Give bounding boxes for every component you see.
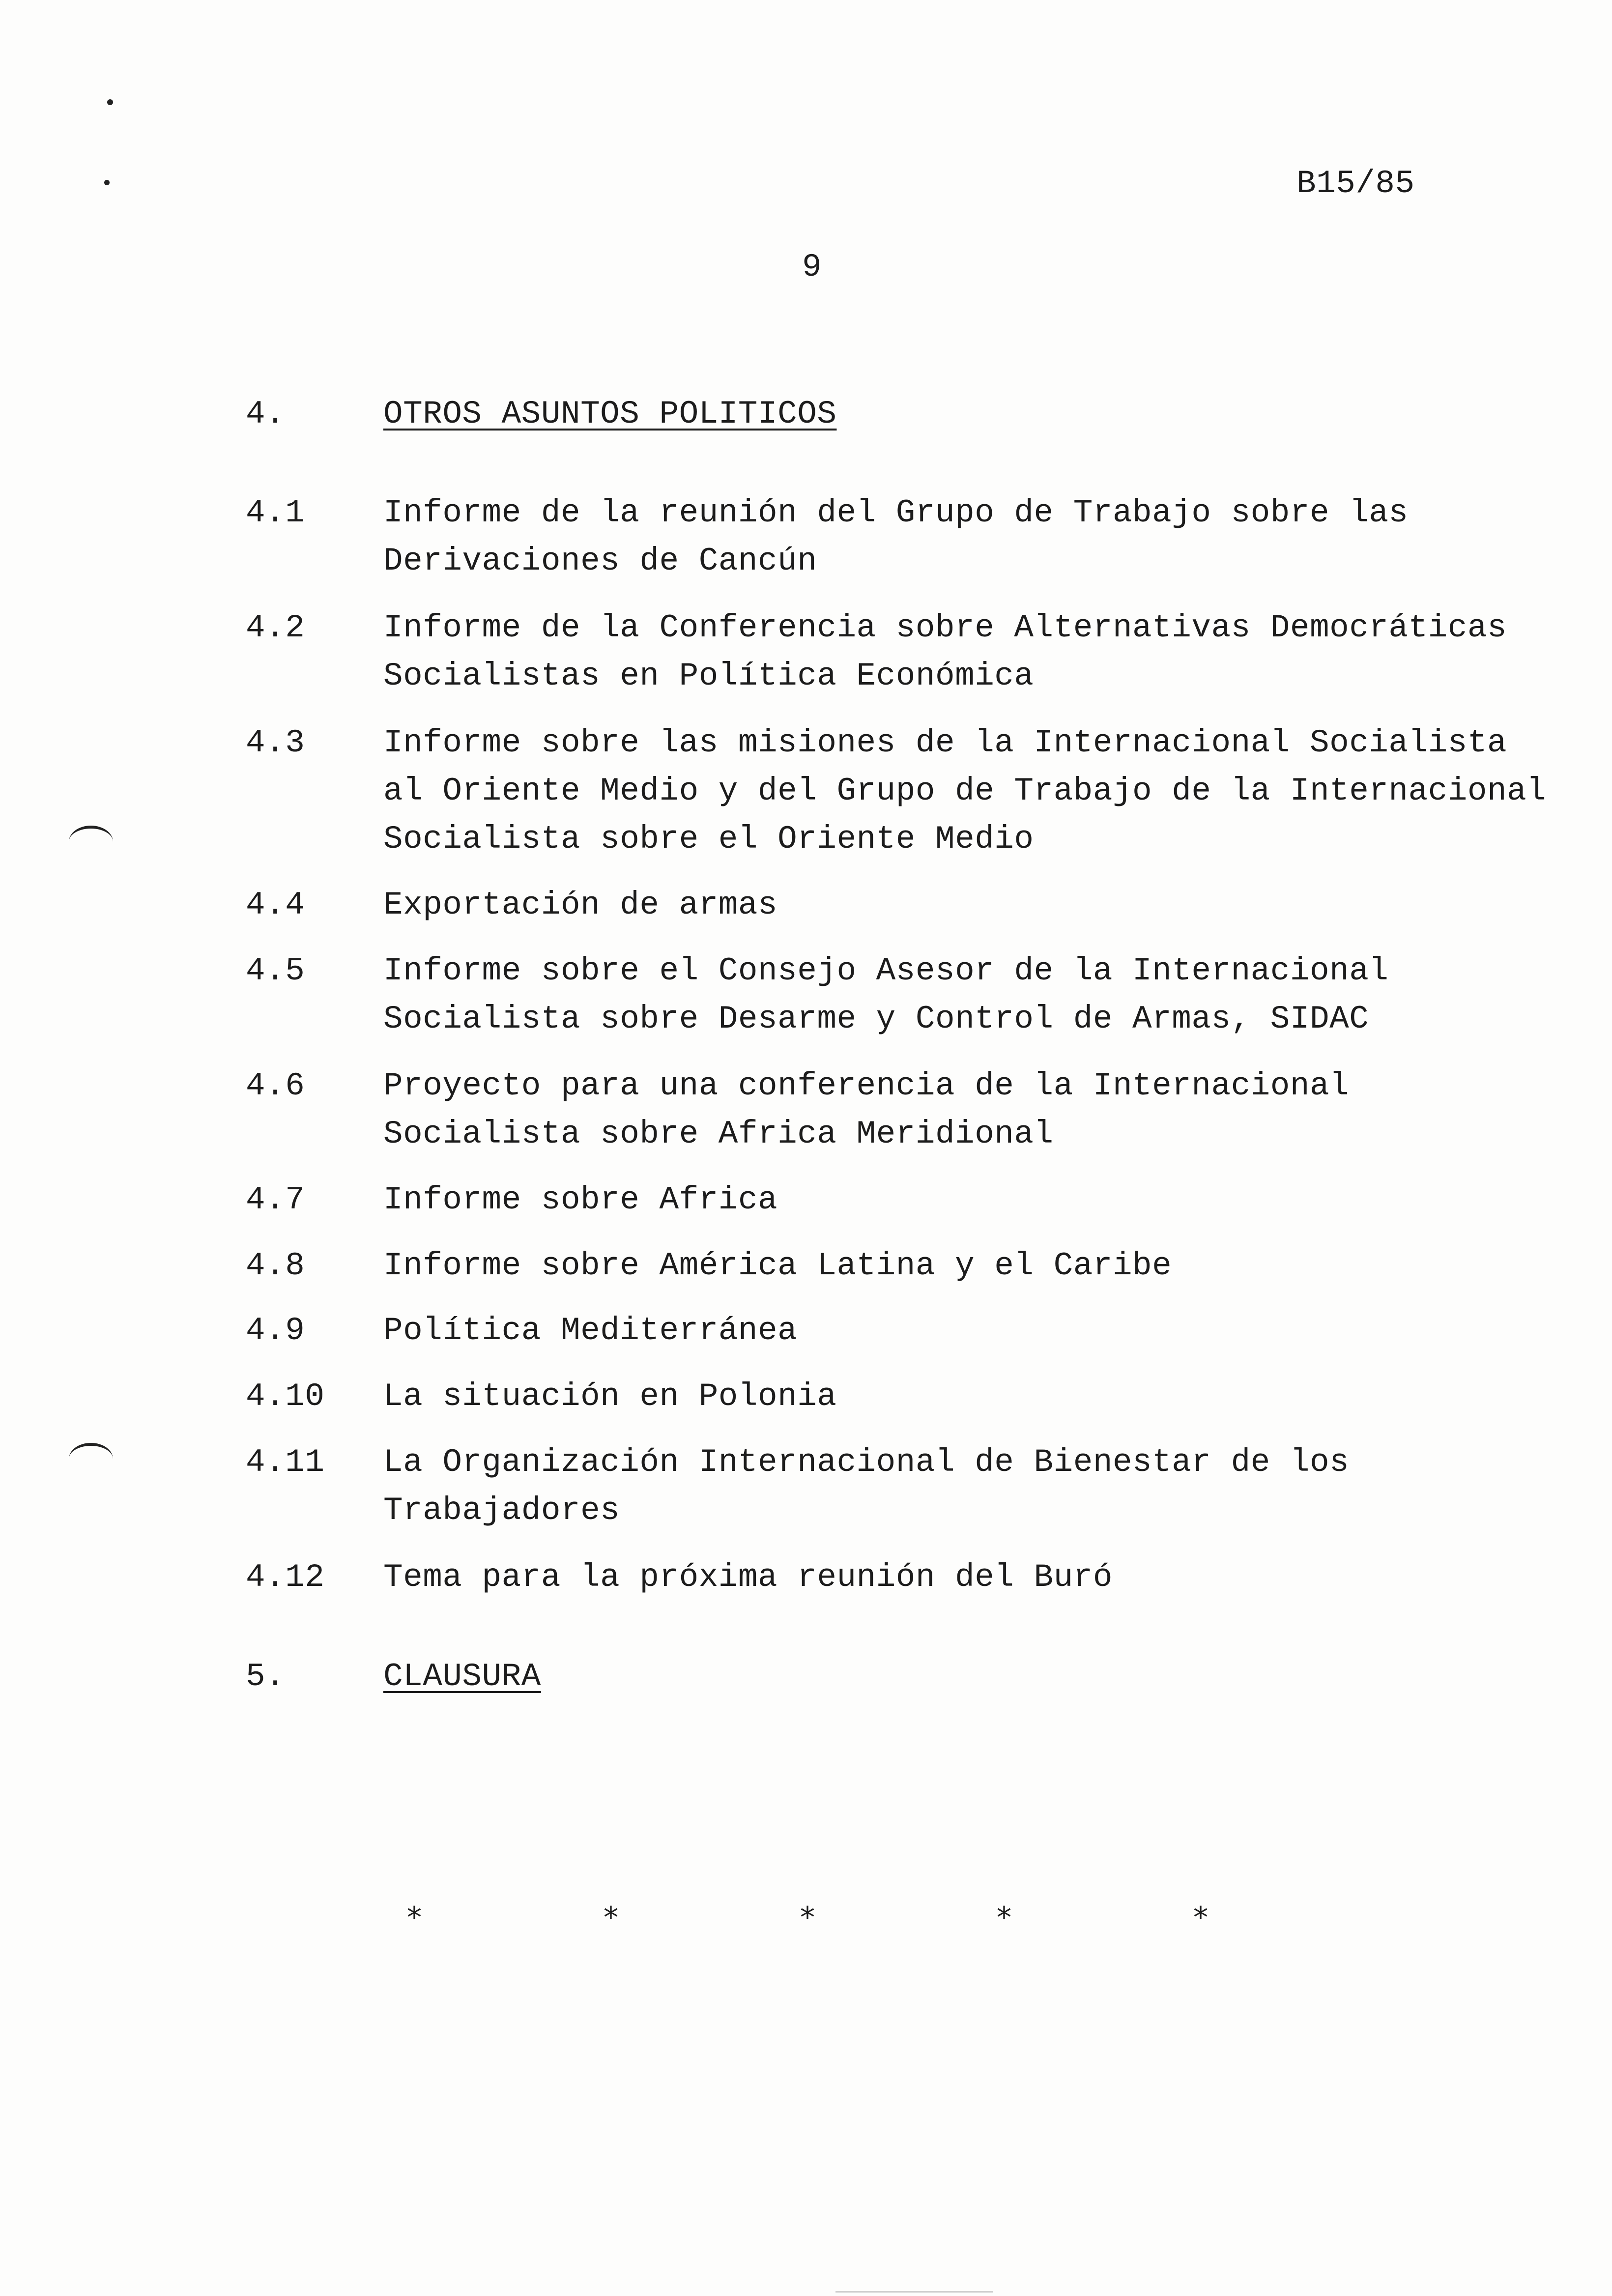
item-number: 4.10 [246,1378,325,1415]
item-text-line: Tema para la próxima reunión del Buró [383,1559,1113,1596]
item-text-line: Socialistas en Política Económica [383,658,1034,694]
item-text-line: Proyecto para una conferencia de la Internacional [383,1067,1350,1104]
item-number: 4.2 [246,609,305,646]
document-reference: B15/85 [1296,165,1415,202]
item-number: 4.9 [246,1312,305,1349]
separator-star: * [1193,1900,1208,1935]
item-text-line: La Organización Internacional de Bienestar de los [383,1444,1350,1481]
punch-dot [104,180,110,185]
separator-star: * [997,1900,1011,1935]
item-text-line: Socialista sobre el Oriente Medio [383,821,1034,858]
item-text-line: Exportación de armas [383,887,778,923]
item-text-line: Informe sobre Africa [383,1181,778,1218]
item-number: 4.6 [246,1067,305,1104]
punch-dot [107,99,113,105]
item-number: 4.4 [246,887,305,923]
scan-edge-line [835,2291,993,2293]
item-number: 4.11 [246,1444,325,1481]
section-number: 4. [246,396,286,432]
item-text-line: al Oriente Medio y del Grupo de Trabajo de la Internacional [383,773,1547,809]
item-text-line: Política Mediterránea [383,1312,798,1349]
item-text-line: Informe de la Conferencia sobre Alternativas Democráticas [383,609,1507,646]
item-text-line: La situación en Polonia [383,1378,837,1415]
item-number: 4.5 [246,952,305,989]
separator-star: * [604,1900,618,1935]
page-number: 9 [802,249,822,286]
item-text-line: Informe sobre las misiones de la Internacional Socialista [383,724,1507,761]
separator-star: * [407,1900,422,1935]
separator-star: * [800,1900,815,1935]
item-text-line: Socialista sobre Desarme y Control de Armas, SIDAC [383,1001,1369,1037]
item-text-line: Informe sobre América Latina y el Caribe [383,1247,1172,1284]
item-number: 4.8 [246,1247,305,1284]
section-title: OTROS ASUNTOS POLITICOS [383,396,837,432]
item-text-line: Informe sobre el Consejo Asesor de la Internacional [383,952,1389,989]
binding-mark [69,1443,113,1475]
star-separator [0,1893,1612,1942]
binding-mark [69,826,113,858]
item-text-line: Informe de la reunión del Grupo de Trabajo sobre las [383,494,1409,531]
item-number: 4.1 [246,494,305,531]
section-number: 5. [246,1658,286,1695]
item-text-line: Derivaciones de Cancún [383,543,817,579]
section-title: CLAUSURA [383,1658,541,1695]
item-number: 4.7 [246,1181,305,1218]
item-text-line: Trabajadores [383,1492,620,1529]
item-text-line: Socialista sobre Africa Meridional [383,1116,1054,1152]
item-number: 4.12 [246,1559,325,1596]
item-number: 4.3 [246,724,305,761]
